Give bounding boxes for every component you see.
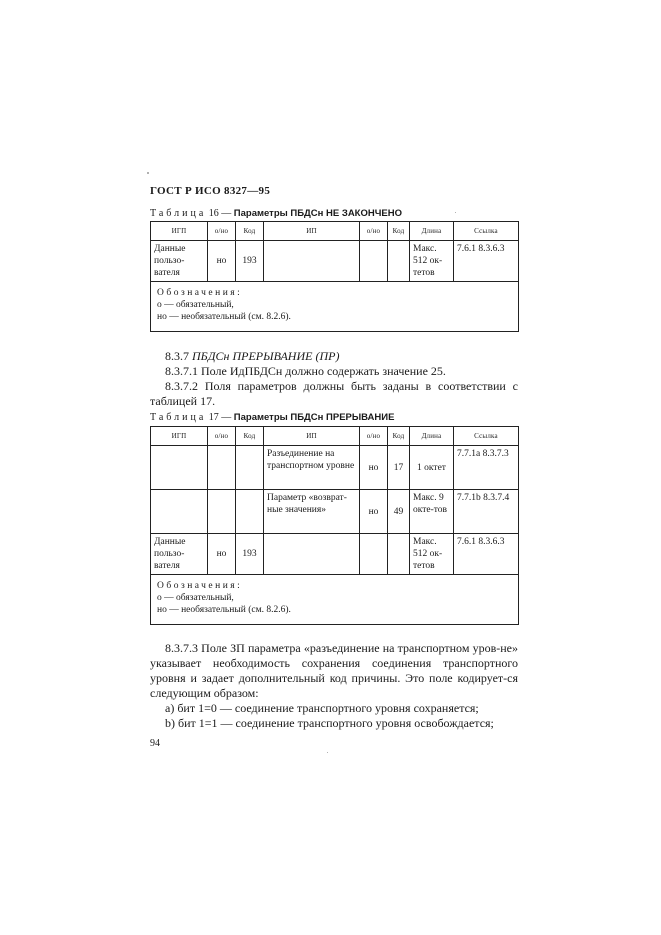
table17-header-igp: ИГП <box>151 427 208 446</box>
table16-caption-word: Таблица <box>150 208 207 219</box>
table17-caption-num: 17 — <box>208 412 232 423</box>
table17-row3-ip <box>264 534 360 575</box>
table17-caption <box>150 412 394 423</box>
table17-header-code: Код <box>236 427 264 446</box>
table17-row2-length: Макс. 9 окте-тов <box>410 490 454 534</box>
table17-notes-row <box>151 575 519 625</box>
table17-caption-word: Таблица <box>150 412 207 423</box>
table17-row1-ip: Разъединение на транспортном уровне <box>264 446 360 490</box>
table17-notes-line1: о — обязательный, <box>157 593 234 603</box>
table16-notes <box>151 282 519 332</box>
scan-speck <box>327 752 328 753</box>
table16-notes-line2: но — необязательный (см. 8.2.6). <box>157 312 291 322</box>
list-item-b: b) бит 1=1 — соединение транспортного уровня освобождается; <box>165 716 494 730</box>
table16-cell-length: Макс. 512 ок-тетов <box>410 241 454 282</box>
table16-header-ono2: о/но <box>360 222 388 241</box>
table17-notes-head: Обозначения: <box>157 581 243 591</box>
table16-cell-ono2 <box>360 241 388 282</box>
scan-speck <box>455 212 456 213</box>
section-heading-num: 8.3.7 <box>165 349 189 363</box>
table17-row1-ono2: но <box>360 446 388 490</box>
table17 <box>150 426 519 625</box>
section-8-3-7-3 <box>150 641 518 731</box>
table17-row1-code <box>236 446 264 490</box>
table-row <box>151 534 519 575</box>
table17-row3-length: Макс. 512 ок-тетов <box>410 534 454 575</box>
table17-notes-line2: но — необязательный (см. 8.2.6). <box>157 605 291 615</box>
table16-caption <box>150 208 402 219</box>
table16-header-row <box>151 222 519 241</box>
table17-row3-ref: 7.6.1 8.3.6.3 <box>454 534 519 575</box>
table16-header-code: Код <box>236 222 264 241</box>
table16-header-ono: о/но <box>208 222 236 241</box>
table16-cell-igp: Данные пользо-вателя <box>151 241 208 282</box>
table16-header-ip: ИП <box>264 222 360 241</box>
table17-header-code2: Код <box>388 427 410 446</box>
table16-header-igp: ИГП <box>151 222 208 241</box>
table17-row3-ono: но <box>208 534 236 575</box>
section-8-3-7 <box>150 349 518 409</box>
table16-notes-row <box>151 282 519 332</box>
table16-caption-num: 16 — <box>208 208 232 219</box>
table16-notes-head: Обозначения: <box>157 288 243 298</box>
table17-row1-igp <box>151 446 208 490</box>
scan-speck <box>147 172 149 174</box>
table-row <box>151 490 519 534</box>
table16-cell-ono: но <box>208 241 236 282</box>
table17-row2-ono2: но <box>360 490 388 534</box>
table17-row1-code2: 17 <box>388 446 410 490</box>
table17-row1-ono <box>208 446 236 490</box>
table17-header-length: Длина <box>410 427 454 446</box>
table17-row3-code: 193 <box>236 534 264 575</box>
table17-header-ono2: о/но <box>360 427 388 446</box>
table-row <box>151 241 519 282</box>
table16-caption-title: Параметры ПБДСн НЕ ЗАКОНЧЕНО <box>233 208 402 219</box>
body-paragraph: 8.3.7.3 Поле ЗП параметра «разъединение на транспортном уров-не» указывает необходимость сохранения соединения транспортного уровня и задает дополнительный код причины. Это поле кодирует-ся следующим образом: <box>150 641 518 700</box>
table17-header-ref: Ссылка <box>454 427 519 446</box>
table17-row3-igp: Данные пользо-вателя <box>151 534 208 575</box>
table16-cell-code2 <box>388 241 410 282</box>
table17-caption-title: Параметры ПБДСн ПРЕРЫВАНИЕ <box>233 412 395 423</box>
section-paragraph-1: 8.3.7.1 Поле ИдПБДСн должно содержать значение 25. <box>165 364 446 378</box>
table16-cell-ip <box>264 241 360 282</box>
table17-row3-code2 <box>388 534 410 575</box>
section-paragraph-2: 8.3.7.2 Поля параметров должны быть заданы в соответствии с таблицей 17. <box>150 379 518 408</box>
table17-row2-code <box>236 490 264 534</box>
section-heading-title: ПБДСн ПРЕРЫВАНИЕ (ПР) <box>192 349 340 363</box>
section-heading <box>150 349 518 364</box>
table16-cell-code: 193 <box>236 241 264 282</box>
table17-row2-igp <box>151 490 208 534</box>
table17-header-ip: ИП <box>264 427 360 446</box>
list-item-a: а) бит 1=0 — соединение транспортного уровня сохраняется; <box>165 701 479 715</box>
table17-row1-length: 1 октет <box>410 446 454 490</box>
table16-header-ref: Ссылка <box>454 222 519 241</box>
table16-header-length: Длина <box>410 222 454 241</box>
table17-row2-code2: 49 <box>388 490 410 534</box>
page-number: 94 <box>150 738 160 749</box>
table17-header-ono: о/но <box>208 427 236 446</box>
document-header: ГОСТ Р ИСО 8327—95 <box>150 185 271 197</box>
table17-row2-ono <box>208 490 236 534</box>
table16-notes-line1: о — обязательный, <box>157 300 234 310</box>
table16-cell-ref: 7.6.1 8.3.6.3 <box>454 241 519 282</box>
table17-notes <box>151 575 519 625</box>
table16 <box>150 221 519 332</box>
table17-row3-ono2 <box>360 534 388 575</box>
table16-header-code2: Код <box>388 222 410 241</box>
table17-row1-ref: 7.7.1a 8.3.7.3 <box>454 446 519 490</box>
table17-row2-ip: Параметр «возврат-ные значения» <box>264 490 360 534</box>
table17-row2-ref: 7.7.1b 8.3.7.4 <box>454 490 519 534</box>
table17-header-row <box>151 427 519 446</box>
table-row <box>151 446 519 490</box>
